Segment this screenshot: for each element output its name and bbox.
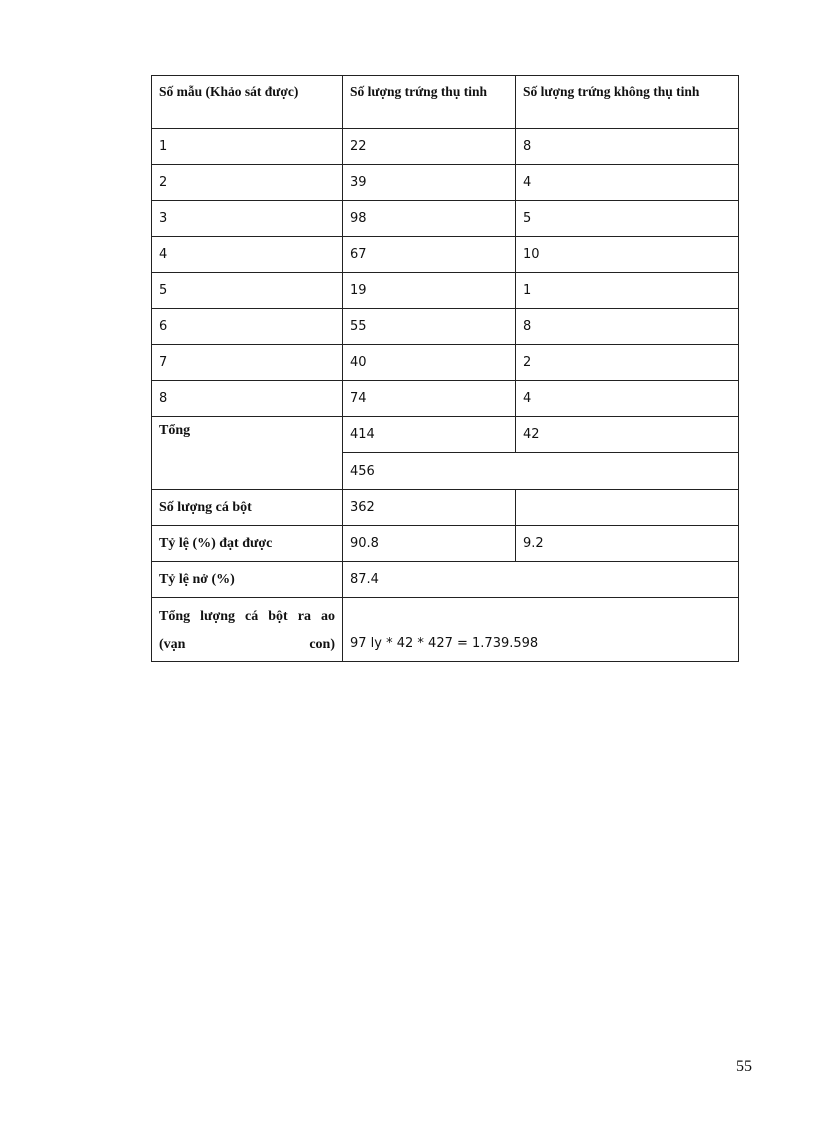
total-combined: 456 (343, 453, 739, 490)
cell-sample: 6 (152, 309, 343, 345)
cell-fertilized: 40 (343, 345, 516, 381)
cell-fertilized: 67 (343, 237, 516, 273)
table-row (152, 165, 739, 201)
fry-count-empty (516, 490, 739, 526)
cell-unfertilized: 8 (516, 309, 739, 345)
total-fry-label (152, 598, 343, 662)
cell-sample: 4 (152, 237, 343, 273)
cell-unfertilized: 4 (516, 165, 739, 201)
hatch-rate-label: Tỷ lệ nở (%) (152, 562, 343, 598)
cell-sample: 3 (152, 201, 343, 237)
header-sample: Số mẫu (Khảo sát được) (152, 76, 343, 129)
total-fry-label-line2: (vạn con) (159, 636, 335, 652)
total-label: Tổng (152, 417, 343, 490)
table-row (152, 201, 739, 237)
table-row (152, 345, 739, 381)
ratio-fertilized: 90.8 (343, 526, 516, 562)
header-fertilized: Số lượng trứng thụ tinh (343, 76, 516, 129)
total-unfertilized: 42 (516, 417, 739, 453)
total-fertilized: 414 (343, 417, 516, 453)
total-fry-value: 97 ly * 42 * 427 = 1.739.598 (343, 598, 739, 662)
cell-sample: 7 (152, 345, 343, 381)
ratio-row (152, 526, 739, 562)
cell-unfertilized: 1 (516, 273, 739, 309)
table-row (152, 381, 739, 417)
cell-unfertilized: 4 (516, 381, 739, 417)
cell-sample: 5 (152, 273, 343, 309)
total-row (152, 417, 739, 453)
cell-unfertilized: 10 (516, 237, 739, 273)
table-row (152, 237, 739, 273)
total-fry-row (152, 598, 739, 662)
cell-fertilized: 98 (343, 201, 516, 237)
ratio-label: Tỷ lệ (%) đạt được (152, 526, 343, 562)
fry-count-label: Số lượng cá bột (152, 490, 343, 526)
cell-unfertilized: 5 (516, 201, 739, 237)
hatch-rate-value: 87.4 (343, 562, 739, 598)
cell-fertilized: 74 (343, 381, 516, 417)
cell-sample: 8 (152, 381, 343, 417)
cell-sample: 2 (152, 165, 343, 201)
table-header-row (152, 76, 739, 129)
survey-table (151, 75, 739, 662)
cell-fertilized: 22 (343, 129, 516, 165)
table-row (152, 309, 739, 345)
hatch-rate-row (152, 562, 739, 598)
table-row (152, 273, 739, 309)
ratio-unfertilized: 9.2 (516, 526, 739, 562)
cell-fertilized: 19 (343, 273, 516, 309)
cell-fertilized: 55 (343, 309, 516, 345)
cell-unfertilized: 8 (516, 129, 739, 165)
total-fry-label-line1: Tổng lượng cá bột ra ao (159, 608, 335, 624)
cell-fertilized: 39 (343, 165, 516, 201)
cell-sample: 1 (152, 129, 343, 165)
table-row (152, 129, 739, 165)
fry-count-row (152, 490, 739, 526)
page-number: 55 (736, 1058, 752, 1075)
cell-unfertilized: 2 (516, 345, 739, 381)
fry-count-value: 362 (343, 490, 516, 526)
header-unfertilized: Số lượng trứng không thụ tinh (516, 76, 739, 129)
